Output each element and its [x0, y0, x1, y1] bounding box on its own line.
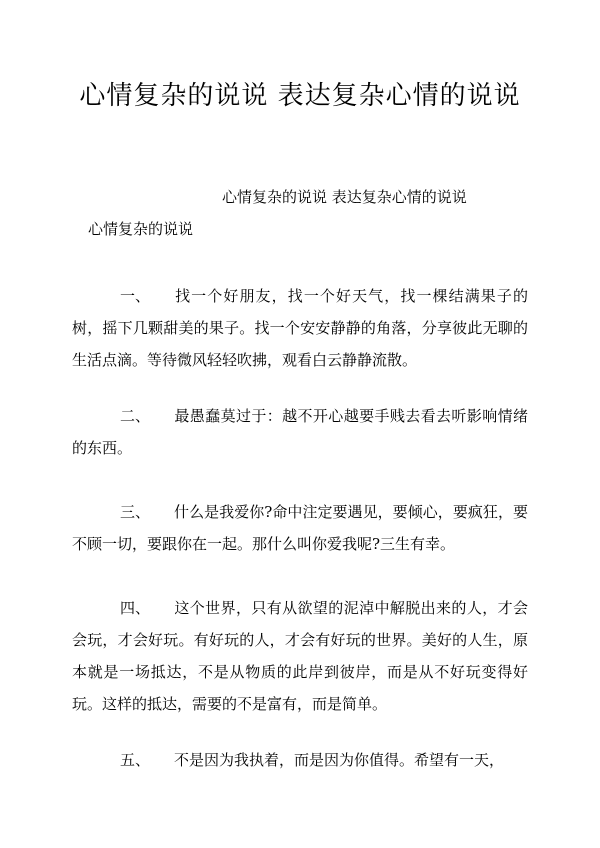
paragraph-text: 不是因为我执着，而是因为你值得。希望有一天，	[174, 751, 505, 769]
paragraph-number: 五、	[120, 751, 151, 769]
document-subtitle: 心情复杂的说说 表达复杂心情的说说	[222, 188, 467, 206]
paragraph-text: 找一个好朋友，找一个好天气，找一棵结满果子的树，摇下几颗甜美的果子。找一个安安静静的角落，分享彼此无聊的生活点滴。等待微风轻轻吹拂，观看白云静静流散。	[72, 287, 528, 369]
paragraph-5	[72, 744, 528, 776]
paragraph-2	[72, 400, 528, 464]
paragraph-1	[72, 280, 528, 376]
paragraph-3	[72, 496, 528, 560]
paragraph-text: 这个世界，只有从欲望的泥淖中解脱出来的人，才会会玩，才会好玩。有好玩的人，才会有好玩的世界。美好的人生，原本就是一场抵达，不是从物质的此岸到彼岸，而是从不好玩变得好玩。这样的抵达，需要的不是富有，而是简单。	[72, 599, 528, 713]
paragraph-text: 什么是我爱你?命中注定要遇见，要倾心，要疯狂，要不顾一切，要跟你在一起。那什么叫你爱我呢?三生有幸。	[72, 503, 528, 553]
paragraph-4	[72, 592, 528, 720]
section-heading: 心情复杂的说说	[88, 220, 194, 238]
paragraph-number: 三、	[120, 503, 151, 521]
document-title: 心情复杂的说说 表达复杂心情的说说	[79, 81, 521, 111]
paragraph-number: 四、	[120, 599, 151, 617]
paragraph-number: 二、	[120, 407, 151, 425]
paragraph-number: 一、	[120, 287, 151, 305]
paragraph-text: 最愚蠢莫过于：越不开心越要手贱去看去听影响情绪的东西。	[72, 407, 528, 457]
